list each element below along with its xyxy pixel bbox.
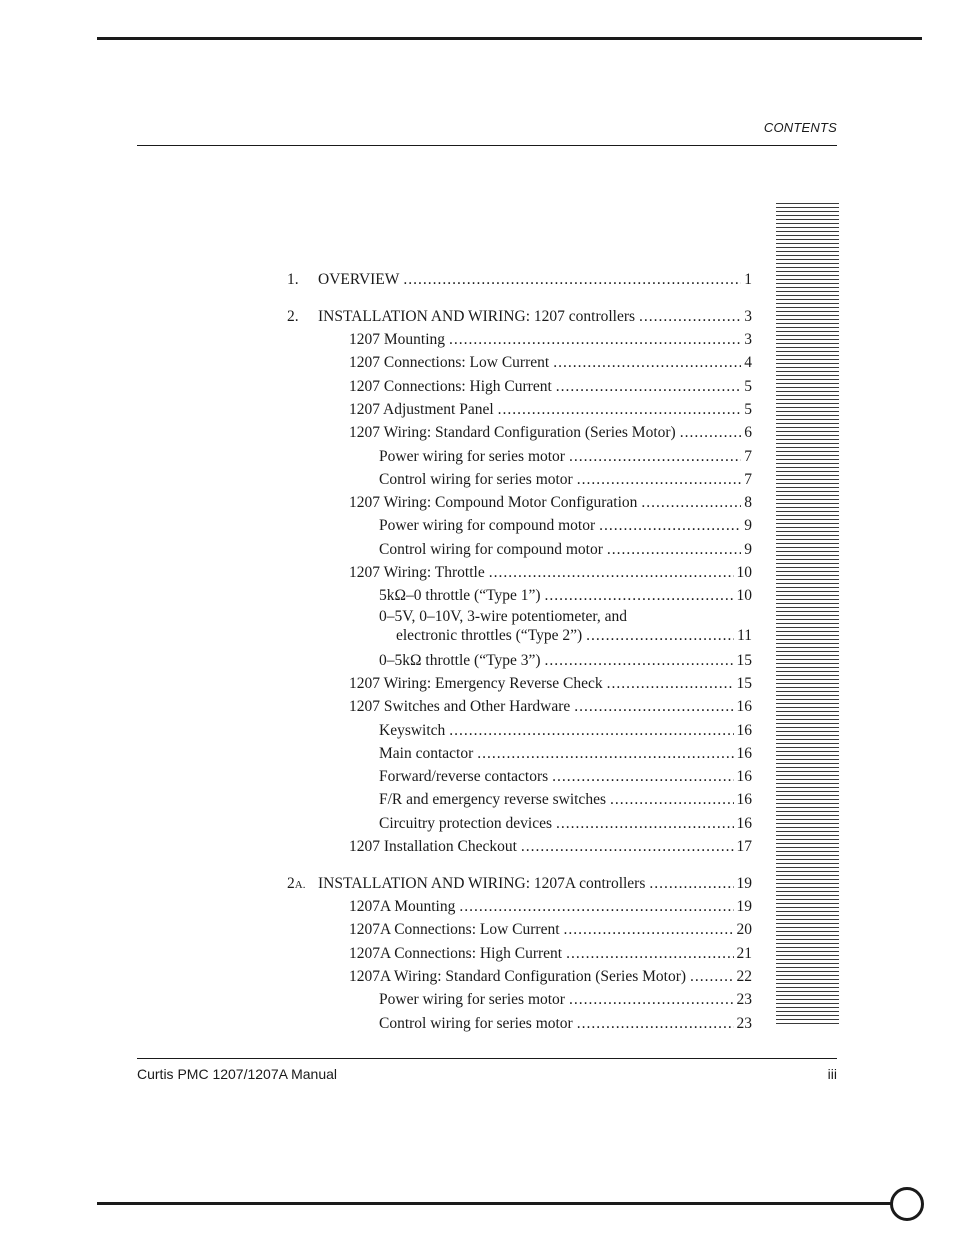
toc-entry[interactable] bbox=[287, 538, 752, 561]
toc-entry-title: 1207A Wiring: Standard Configuration (Series Motor) bbox=[349, 968, 687, 986]
toc-entry-title: 1207 Wiring: Emergency Reverse Check bbox=[349, 674, 603, 692]
toc-page-number: 4 bbox=[744, 354, 752, 372]
toc-entry-title: Power wiring for series motor bbox=[379, 991, 565, 1009]
toc-entry[interactable] bbox=[287, 561, 752, 584]
toc-entry[interactable] bbox=[287, 351, 752, 374]
toc-entry[interactable] bbox=[287, 468, 752, 491]
toc-entry[interactable] bbox=[287, 672, 752, 695]
toc-entry-title: INSTALLATION AND WIRING: 1207A controllers bbox=[318, 874, 646, 892]
toc-leader-dots bbox=[599, 514, 741, 537]
toc-entry[interactable] bbox=[287, 812, 752, 835]
toc-entry[interactable] bbox=[287, 695, 752, 718]
toc-entry[interactable] bbox=[287, 328, 752, 351]
toc-entry[interactable] bbox=[287, 719, 752, 742]
toc-entry-title: Circuitry protection devices bbox=[379, 814, 553, 832]
toc-leader-dots bbox=[553, 351, 741, 374]
toc-page-number: 8 bbox=[744, 494, 752, 512]
toc-leader-dots bbox=[545, 584, 734, 607]
toc-page-number: 1 bbox=[744, 271, 752, 288]
toc-entry-title: 1207A Connections: Low Current bbox=[349, 921, 560, 939]
toc-page-number: 10 bbox=[736, 564, 752, 582]
toc-entry[interactable] bbox=[287, 942, 752, 965]
toc-leader-dots bbox=[489, 561, 734, 584]
table-of-contents bbox=[287, 268, 752, 1035]
toc-leader-dots bbox=[564, 918, 734, 941]
toc-entry[interactable] bbox=[287, 788, 752, 811]
toc-page-number: 19 bbox=[736, 874, 752, 892]
toc-entry[interactable] bbox=[287, 872, 752, 895]
toc-leader-dots bbox=[566, 942, 733, 965]
toc-leader-dots bbox=[459, 895, 733, 918]
header-rule bbox=[137, 145, 837, 146]
toc-entry-title: Power wiring for compound motor bbox=[379, 517, 596, 535]
toc-page-number: 15 bbox=[736, 674, 752, 692]
toc-entry[interactable] bbox=[287, 584, 752, 607]
toc-page-number: 7 bbox=[744, 447, 752, 465]
toc-page-number: 17 bbox=[736, 838, 752, 856]
toc-entry-title: 1207A Mounting bbox=[349, 898, 456, 916]
toc-leader-dots bbox=[552, 765, 733, 788]
toc-page-number: 16 bbox=[736, 698, 752, 716]
toc-page-number: 16 bbox=[736, 768, 752, 786]
toc-entry-title: Control wiring for compound motor bbox=[379, 540, 603, 558]
bottom-rule bbox=[97, 1202, 892, 1205]
toc-entry[interactable] bbox=[287, 895, 752, 918]
toc-page-number: 5 bbox=[744, 400, 752, 418]
toc-page-number: 6 bbox=[744, 424, 752, 442]
toc-entry[interactable] bbox=[287, 835, 752, 858]
toc-entry[interactable] bbox=[287, 988, 752, 1011]
toc-entry-title: Forward/reverse contactors bbox=[379, 768, 549, 786]
toc-entry-title: 0–5V, 0–10V, 3-wire potentiometer, and bbox=[379, 607, 628, 625]
toc-page-number: 20 bbox=[736, 921, 752, 939]
toc-leader-dots bbox=[639, 305, 741, 328]
toc-entry[interactable] bbox=[287, 742, 752, 765]
toc-page-number: 3 bbox=[744, 307, 752, 325]
footer-rule bbox=[137, 1058, 837, 1059]
toc-leader-dots bbox=[556, 375, 741, 398]
toc-entry[interactable] bbox=[287, 514, 752, 537]
toc-leader-dots bbox=[498, 398, 742, 421]
toc-leader-dots bbox=[569, 988, 734, 1011]
toc-leader-dots bbox=[607, 672, 734, 695]
toc-entry-title: Keyswitch bbox=[379, 721, 446, 739]
toc-leader-dots bbox=[521, 835, 734, 858]
toc-entry[interactable] bbox=[287, 918, 752, 941]
toc-leader-dots bbox=[690, 965, 733, 988]
toc-entry-title: 1207 Wiring: Throttle bbox=[349, 564, 485, 582]
toc-page-number: 16 bbox=[736, 814, 752, 832]
toc-entry-title: 1207 Wiring: Standard Configuration (Series Motor) bbox=[349, 424, 676, 442]
toc-entry[interactable] bbox=[287, 649, 752, 672]
binder-hole-circle bbox=[890, 1187, 924, 1221]
toc-entry[interactable] bbox=[287, 268, 752, 291]
toc-entry-title: Control wiring for series motor bbox=[379, 1014, 573, 1032]
toc-entry[interactable] bbox=[287, 445, 752, 468]
toc-leader-dots bbox=[556, 812, 733, 835]
toc-page-number: 23 bbox=[736, 991, 752, 1009]
toc-page-number: 23 bbox=[736, 1014, 752, 1032]
hatched-margin-bar bbox=[776, 203, 839, 1026]
toc-page-number: 16 bbox=[736, 721, 752, 739]
toc-leader-dots bbox=[569, 445, 741, 468]
toc-entry-title: 1207 Connections: Low Current bbox=[349, 354, 550, 372]
toc-page-number: 21 bbox=[736, 944, 752, 962]
toc-entry-title: 1207 Wiring: Compound Motor Configuration bbox=[349, 494, 638, 512]
toc-leader-dots bbox=[545, 649, 734, 672]
toc-entry-title: Main contactor bbox=[379, 744, 474, 762]
toc-page-number: 16 bbox=[736, 744, 752, 762]
toc-page-number: 16 bbox=[736, 791, 752, 809]
toc-entry-number: 2A. bbox=[287, 874, 306, 892]
toc-leader-dots bbox=[574, 695, 733, 718]
toc-entry[interactable] bbox=[287, 375, 752, 398]
toc-page-number: 15 bbox=[736, 651, 752, 669]
toc-page-number: 3 bbox=[744, 331, 752, 349]
toc-entry-title: 0–5kΩ throttle (“Type 3”) bbox=[379, 651, 541, 669]
toc-entry[interactable] bbox=[287, 491, 752, 514]
toc-entry-title: 1207 Installation Checkout bbox=[349, 838, 517, 856]
toc-entry[interactable] bbox=[287, 765, 752, 788]
footer-page-number: iii bbox=[827, 1066, 837, 1082]
toc-page-number: 5 bbox=[744, 377, 752, 395]
toc-entry-number: 1. bbox=[287, 271, 299, 288]
footer-manual-title: Curtis PMC 1207/1207A Manual bbox=[137, 1066, 337, 1082]
toc-entry-title: 1207 Mounting bbox=[349, 331, 446, 349]
top-rule bbox=[97, 37, 922, 40]
toc-page-number: 19 bbox=[736, 898, 752, 916]
toc-entry[interactable] bbox=[287, 608, 752, 649]
toc-entry-title: 1207 Switches and Other Hardware bbox=[349, 698, 571, 716]
toc-page-number: 9 bbox=[744, 540, 752, 558]
toc-entry-title-continued: electronic throttles (“Type 2”) bbox=[396, 626, 583, 644]
toc-entry[interactable] bbox=[287, 305, 752, 328]
toc-entry-title: OVERVIEW bbox=[318, 271, 400, 288]
toc-entry[interactable] bbox=[287, 398, 752, 421]
toc-entry-title: 5kΩ–0 throttle (“Type 1”) bbox=[379, 587, 541, 605]
running-head: CONTENTS bbox=[763, 120, 837, 135]
toc-leader-dots bbox=[577, 1012, 734, 1035]
toc-entry-title: Control wiring for series motor bbox=[379, 470, 573, 488]
toc-leader-dots bbox=[449, 328, 741, 351]
toc-entry[interactable] bbox=[287, 965, 752, 988]
toc-entry-title: 1207 Connections: High Current bbox=[349, 377, 552, 395]
toc-leader-dots bbox=[649, 872, 733, 895]
toc-entry-title: F/R and emergency reverse switches bbox=[379, 791, 606, 809]
toc-page-number: 10 bbox=[736, 587, 752, 605]
toc-leader-dots bbox=[607, 538, 741, 561]
toc-entry-number: 2. bbox=[287, 307, 299, 325]
toc-entry-title: Power wiring for series motor bbox=[379, 447, 565, 465]
toc-entry-title: 1207 Adjustment Panel bbox=[349, 400, 494, 418]
toc-leader-dots bbox=[680, 421, 742, 444]
toc-leader-dots bbox=[477, 742, 733, 765]
toc-leader-dots bbox=[403, 268, 741, 291]
toc-page-number: 7 bbox=[744, 470, 752, 488]
toc-leader-dots bbox=[641, 491, 741, 514]
toc-entry[interactable] bbox=[287, 1012, 752, 1035]
toc-leader-dots bbox=[449, 719, 733, 742]
toc-page-number: 22 bbox=[736, 968, 752, 986]
toc-page-number: 11 bbox=[737, 626, 752, 644]
toc-leader-dots bbox=[610, 788, 734, 811]
toc-leader-dots bbox=[577, 468, 742, 491]
toc-entry[interactable] bbox=[287, 421, 752, 444]
toc-entry-title: INSTALLATION AND WIRING: 1207 controllers bbox=[318, 307, 636, 325]
toc-leader-dots bbox=[586, 627, 734, 645]
toc-page-number: 9 bbox=[744, 517, 752, 535]
toc-entry-title: 1207A Connections: High Current bbox=[349, 944, 563, 962]
